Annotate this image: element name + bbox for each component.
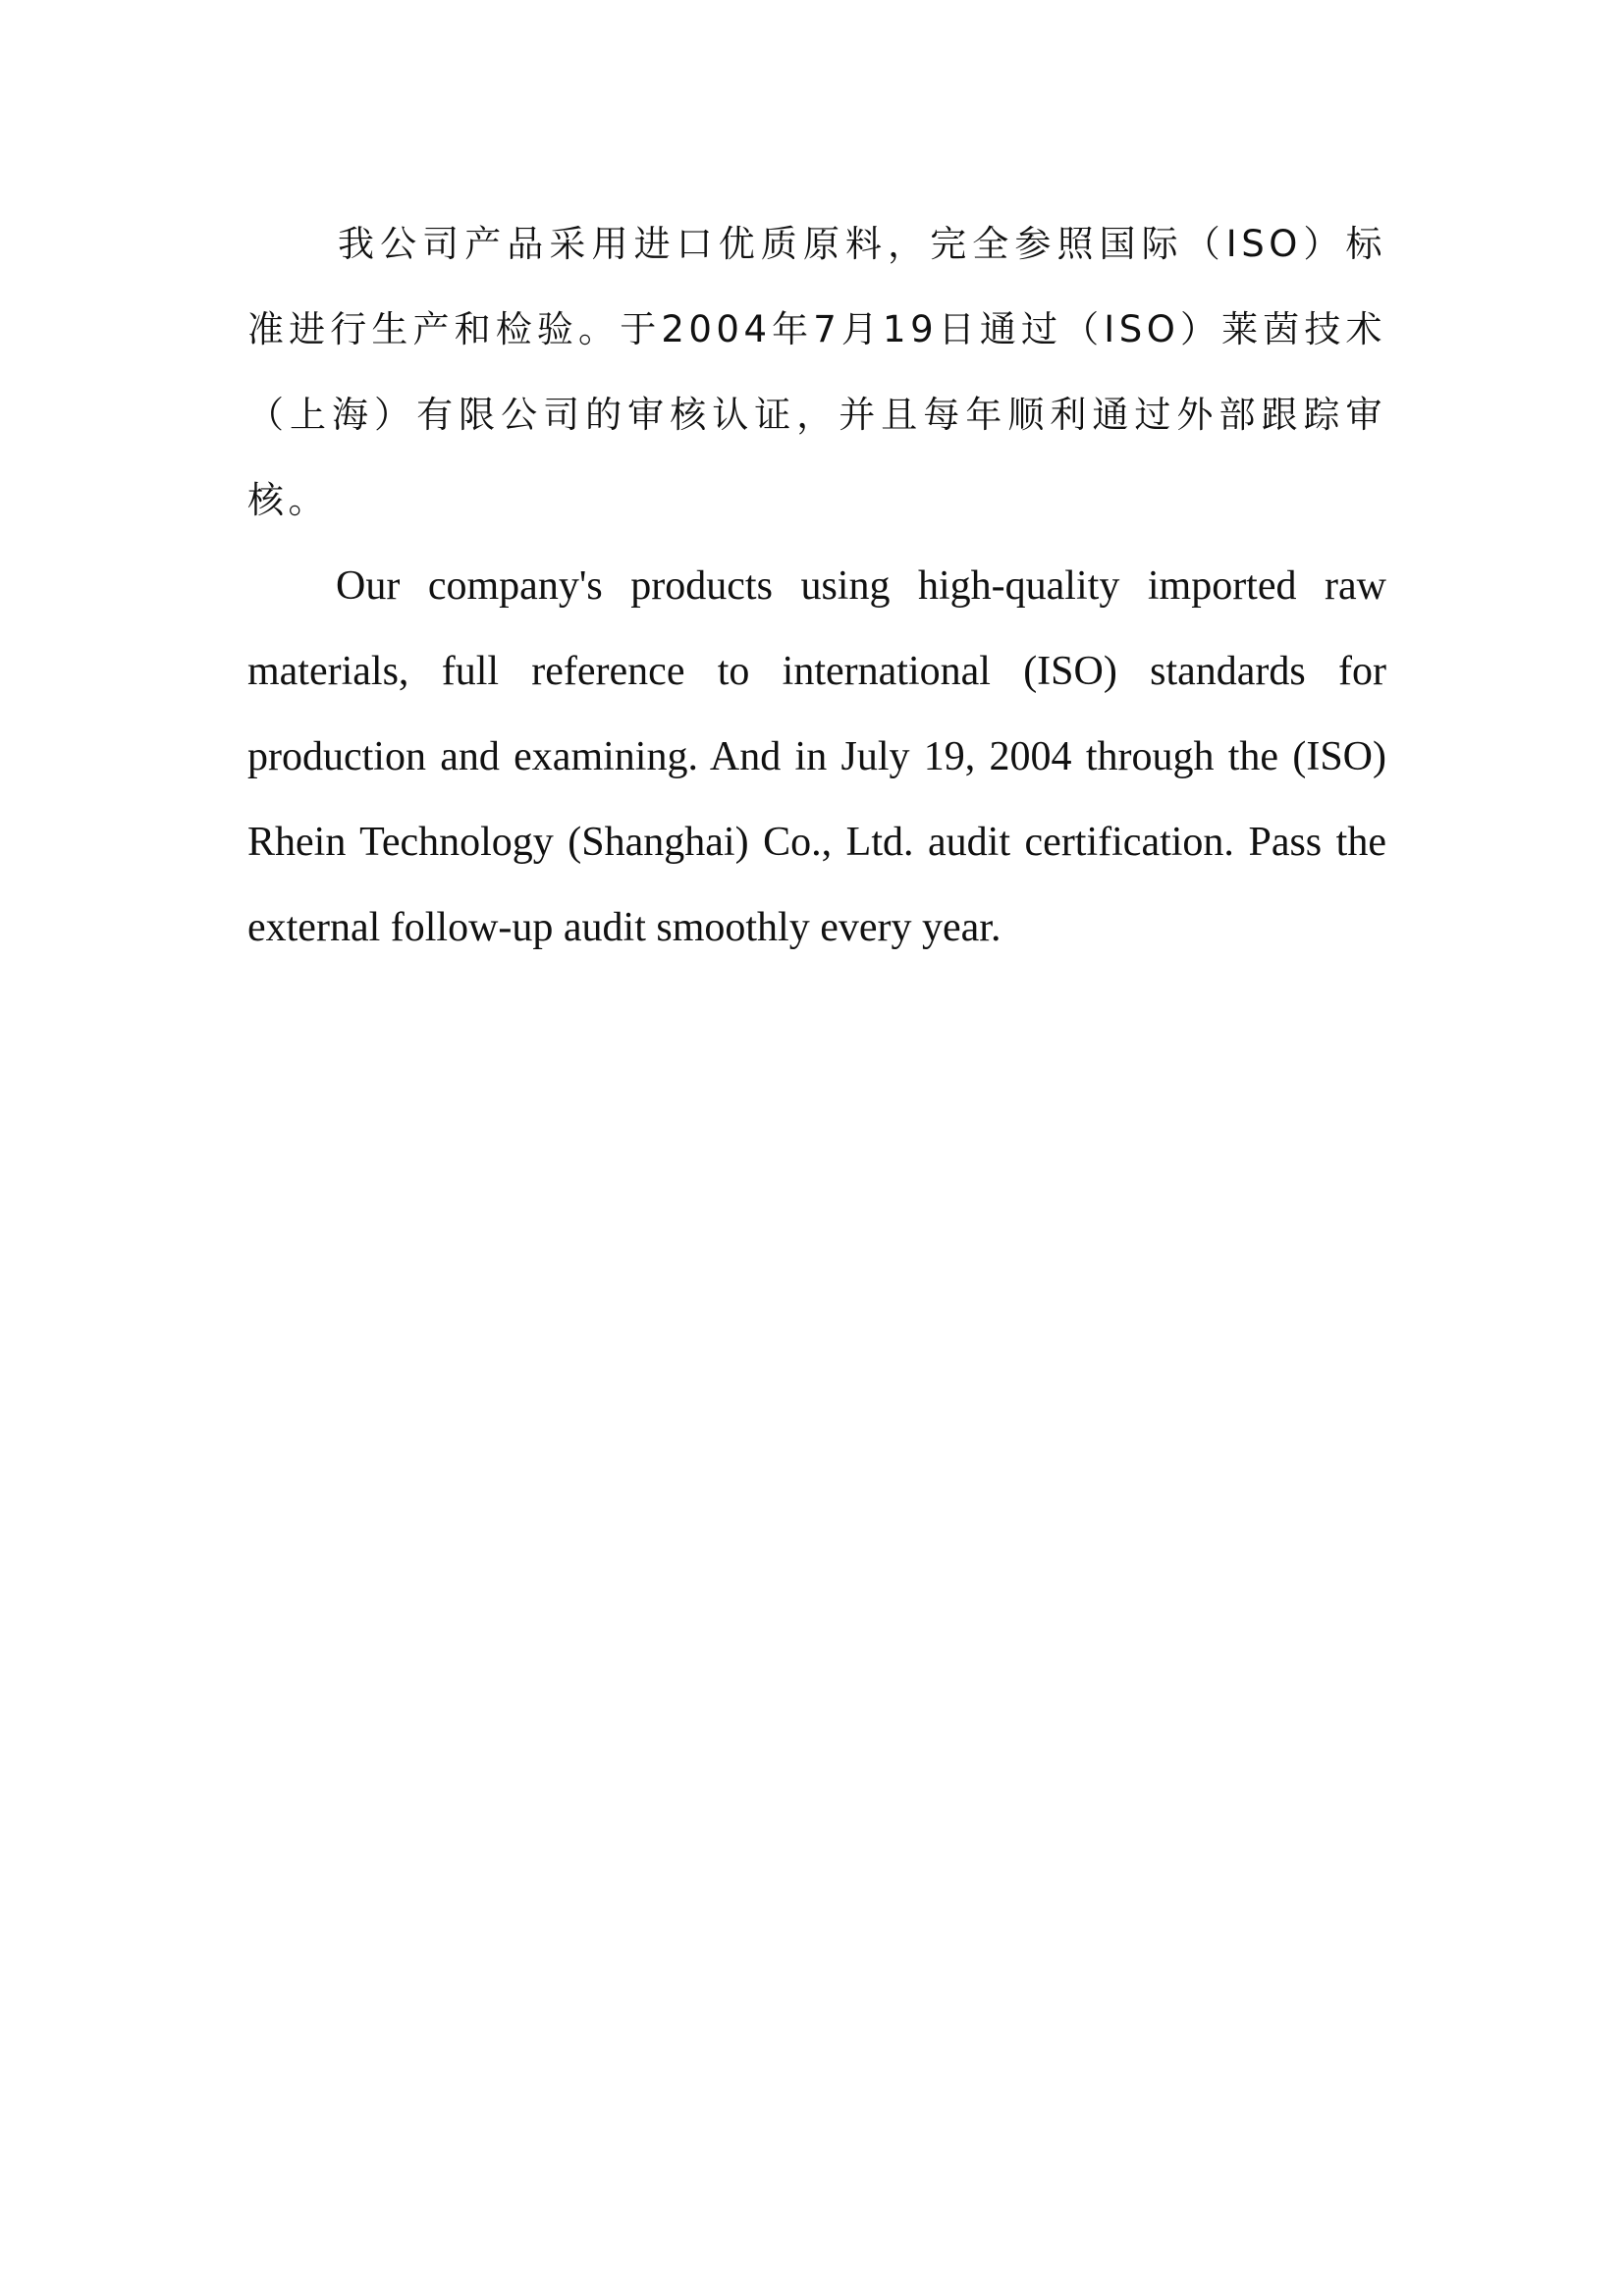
chinese-paragraph: 我公司产品采用进口优质原料，完全参照国际（ISO）标准进行生产和检验。于2004年7月19日通过（ISO）莱茵技术（上海）有限公司的审核认证，并且每年顺利通过外部跟踪审核。 (247, 223, 1386, 521)
document-body (247, 201, 1386, 971)
english-paragraph: Our company's products using high-quality imported raw materials, full reference to international (ISO) standards for production and examining. And in July 19, 2004 through the (ISO) Rhein Technology (Shanghai) Co., Ltd. audit certification. Pass the external follow-up audit smoothly every year. (247, 563, 1386, 950)
